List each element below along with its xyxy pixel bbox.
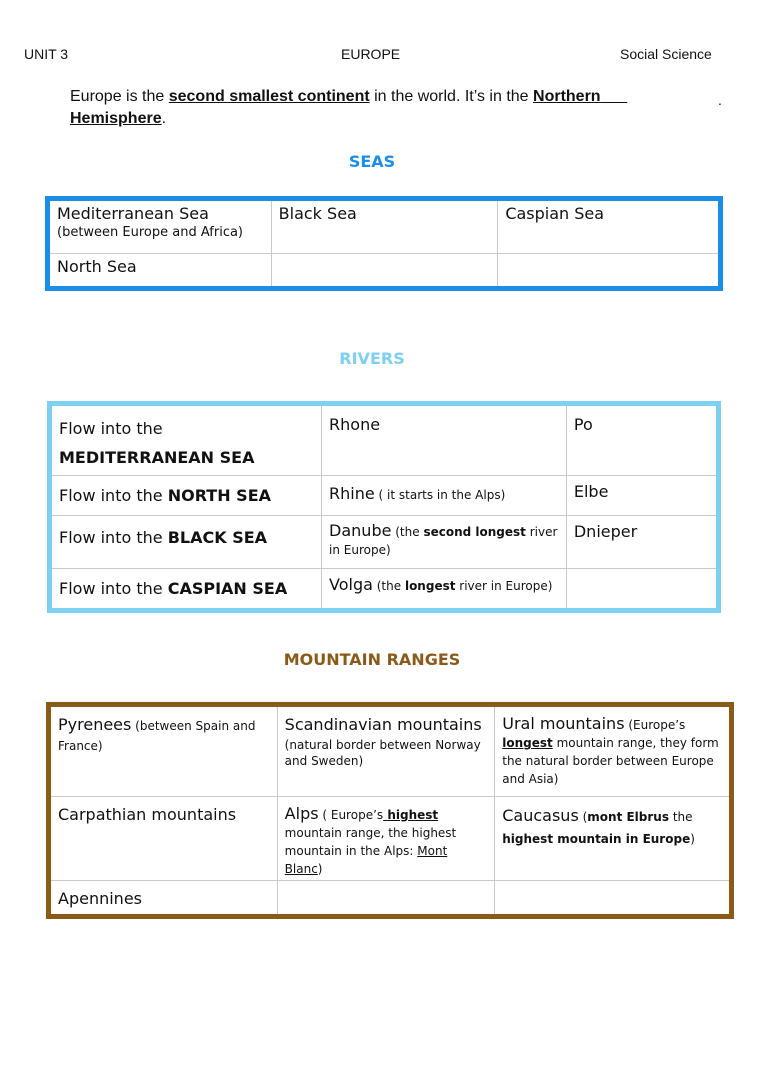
sea-name: North Sea <box>57 257 137 276</box>
intro-highlight: Northern <box>533 88 601 105</box>
table-row <box>48 199 721 254</box>
mountains-table <box>46 702 734 919</box>
mountain-note: mountain range, they form the natural border between Europe and Asia) <box>502 736 719 786</box>
table-cell <box>498 254 721 289</box>
mountain-name: Scandinavian mountains <box>284 715 482 734</box>
sea-name: Mediterranean Sea <box>57 204 209 223</box>
table-cell <box>271 254 498 289</box>
mountain-name: Caucasus <box>502 806 579 825</box>
table-row <box>49 881 732 917</box>
table-cell <box>49 705 278 797</box>
river-note-bold: longest <box>404 579 456 593</box>
table-cell <box>566 569 718 611</box>
mountain-name: Carpathian mountains <box>58 805 237 824</box>
mountain-note-bold: longest <box>502 736 553 750</box>
seas-table <box>45 196 723 291</box>
mountain-note: ( <box>578 810 588 824</box>
mountain-note-bold: highest <box>383 808 439 822</box>
sea-name: CASPIAN SEA <box>167 579 288 598</box>
table-cell <box>566 516 718 569</box>
sea-note: (between Europe and Africa) <box>57 225 244 240</box>
table-cell <box>322 569 567 611</box>
river-name: Rhone <box>329 415 381 434</box>
intro-text: Europe is the <box>70 88 169 105</box>
table-row <box>49 797 732 881</box>
table-row <box>50 476 719 516</box>
table-cell <box>277 881 495 917</box>
table-row <box>48 254 721 289</box>
table-cell <box>277 797 495 881</box>
mountains-title: MOUNTAIN RANGES <box>283 650 461 669</box>
table-cell <box>49 797 278 881</box>
sea-name: BLACK SEA <box>167 528 268 547</box>
intro-highlight: second smallest continent <box>168 88 370 105</box>
table-cell <box>50 404 322 476</box>
mountain-note: (natural border between Norway and Sweden) <box>284 738 481 768</box>
mountain-name: Alps <box>284 804 319 823</box>
table-row <box>50 404 719 476</box>
flow-label: Flow into the <box>59 528 163 547</box>
table-cell <box>495 881 732 917</box>
mountain-note-underlined: Mont Blanc <box>284 844 448 876</box>
seas-title: SEAS <box>348 152 396 171</box>
table-row <box>50 516 719 569</box>
river-note: (the <box>391 525 424 539</box>
table-row <box>50 569 719 611</box>
table-cell <box>49 881 278 917</box>
table-cell <box>322 404 567 476</box>
river-name: Elbe <box>573 482 609 501</box>
table-cell <box>50 476 322 516</box>
table-cell <box>48 199 272 254</box>
mountain-name: Ural mountains <box>502 714 625 733</box>
river-name: Po <box>573 415 593 434</box>
mountain-note: ) <box>317 862 323 876</box>
table-cell <box>566 476 718 516</box>
table-cell <box>495 797 732 881</box>
table-cell <box>271 199 498 254</box>
sea-name: Caspian Sea <box>505 204 605 223</box>
river-note: (the <box>372 579 405 593</box>
mountain-note-bold: highest mountain in Europe <box>502 832 691 846</box>
table-cell <box>322 516 567 569</box>
mountain-note: ) <box>690 832 695 846</box>
table-cell <box>566 404 718 476</box>
table-cell <box>48 254 272 289</box>
rivers-title: RIVERS <box>339 349 405 368</box>
sea-name: Black Sea <box>278 204 357 223</box>
table-cell <box>495 705 732 797</box>
river-name: Danube <box>329 521 392 540</box>
mountain-name: Apennines <box>58 889 142 908</box>
river-note-bold: second longest <box>423 525 526 539</box>
flow-label: Flow into the <box>59 419 163 438</box>
header-title: EUROPE <box>341 46 401 62</box>
intro-paragraph <box>70 86 710 130</box>
mountain-note: mountain range, the highest mountain in the Alps: <box>284 826 457 858</box>
mountain-note: the <box>669 810 693 824</box>
header-subject: Social Science <box>620 46 712 62</box>
mountain-note: (between Spain and France) <box>58 719 256 753</box>
river-note: ( it starts in the Alps) <box>374 488 506 502</box>
stray-mark: . <box>718 92 722 108</box>
mountain-note-bold: mont Elbrus <box>587 810 669 824</box>
mountain-note: ( Europe’s <box>318 808 384 822</box>
intro-text: . <box>161 110 167 127</box>
river-name: Rhine <box>329 484 375 503</box>
table-cell <box>498 199 721 254</box>
table-cell <box>277 705 495 797</box>
river-note: river in Europe) <box>329 525 558 557</box>
river-name: Dnieper <box>573 522 638 541</box>
flow-label: Flow into the <box>59 579 163 598</box>
mountain-name: Pyrenees <box>58 715 132 734</box>
river-name: Volga <box>329 575 373 594</box>
sea-name: NORTH SEA <box>167 486 272 505</box>
sea-name: MEDITERRANEAN SEA <box>59 448 255 467</box>
rivers-table <box>47 401 721 613</box>
table-cell <box>50 569 322 611</box>
header-unit: UNIT 3 <box>24 46 69 62</box>
table-cell <box>50 516 322 569</box>
mountain-note: (Europe’s <box>624 718 686 732</box>
flow-label: Flow into the <box>59 486 163 505</box>
table-cell <box>322 476 567 516</box>
intro-highlight: Hemisphere <box>70 110 162 127</box>
intro-text: in the world. It’s in the <box>369 88 534 105</box>
table-row <box>49 705 732 797</box>
river-note: river in Europe) <box>455 579 553 593</box>
